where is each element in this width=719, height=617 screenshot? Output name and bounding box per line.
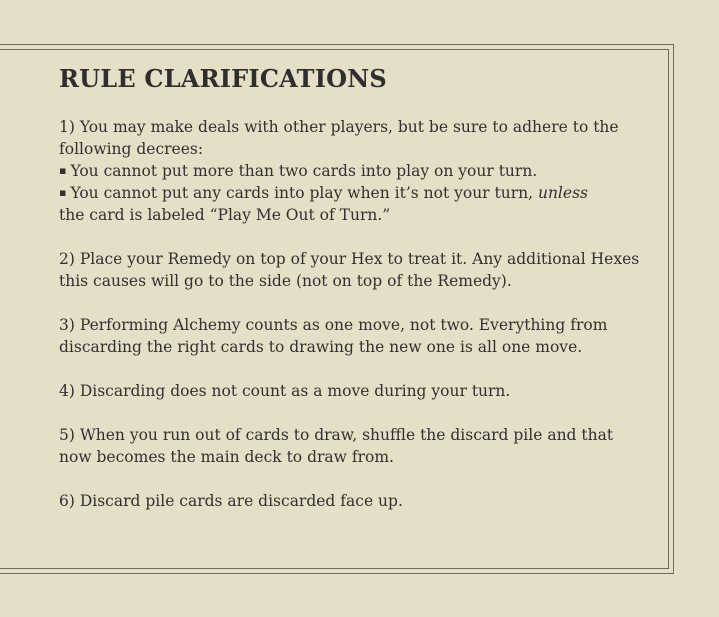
rule-1-bullet-2-before: You cannot put any cards into play when it’s not your turn, [70, 184, 538, 202]
rule-4: 4) Discarding does not count as a move during your turn. [59, 382, 511, 400]
bullet-icon: ▪ [59, 186, 67, 199]
rules-panel [59, 64, 649, 534]
bullet-icon: ▪ [59, 164, 67, 177]
rule-1-bullet-1 [59, 160, 649, 182]
rule-3: 3) Performing Alchemy counts as one move, not two. Everything from discarding the right cards to drawing the new one is all one move. [59, 316, 608, 356]
rule-6: 6) Discard pile cards are discarded face up. [59, 492, 403, 510]
rule-1-bullet-2 [59, 182, 649, 226]
rule-2: 2) Place your Remedy on top of your Hex to treat it. Any additional Hexes this causes will go to the side (not on top of the Remedy). [59, 250, 640, 290]
rule-1-intro: 1) You may make deals with other players, but be sure to adhere to the following decrees: [59, 118, 619, 158]
rule-1-bullet-1-text: You cannot put more than two cards into play on your turn. [70, 162, 538, 180]
rule-5: 5) When you run out of cards to draw, shuffle the discard pile and that now becomes the main deck to draw from. [59, 426, 614, 466]
rule-1-bullet-2-emphasis: unless [537, 184, 588, 202]
page-title: RULE CLARIFICATIONS [59, 64, 387, 93]
rule-1 [59, 116, 649, 226]
rule-1-bullet-2-after: the card is labeled “Play Me Out of Turn.” [59, 206, 391, 224]
